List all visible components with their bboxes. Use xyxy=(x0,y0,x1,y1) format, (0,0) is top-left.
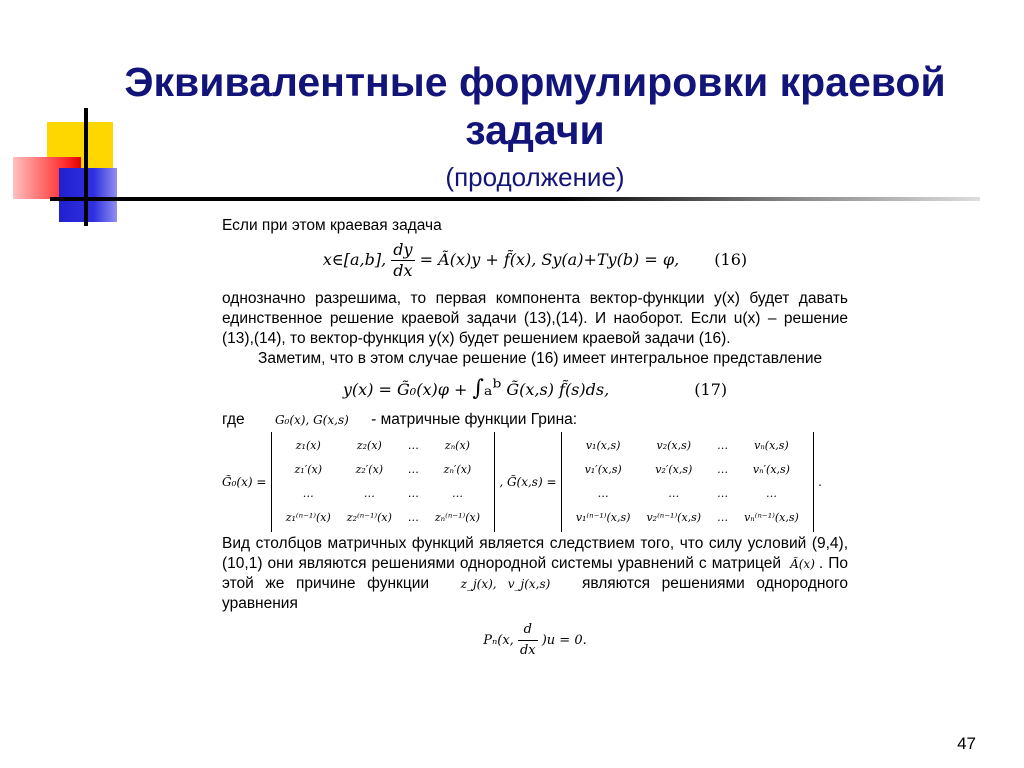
where-suffix: - матричные функции Грина: xyxy=(371,411,578,428)
matrix-row xyxy=(278,482,488,506)
page-number: 47 xyxy=(957,734,976,753)
formula-16 xyxy=(222,240,848,281)
zv-functions: z_j(x), v_j(x,s) xyxy=(460,577,551,591)
paragraph-3b: . По этой же причине функции xyxy=(222,555,848,592)
matrix-end: . xyxy=(818,475,822,490)
formula-pn-den: dx xyxy=(519,643,536,658)
formula-17 xyxy=(222,376,848,401)
formula-16-part-a: x∈[a,b], xyxy=(322,250,387,269)
paragraph-2: Заметим, что в этом случае решение (16) имеет интегральное представление xyxy=(258,350,823,367)
formula-pn-derivative xyxy=(518,620,538,661)
slide-body xyxy=(222,216,848,661)
matrix-row xyxy=(568,458,807,482)
paragraph-1: однозначно разрешима, то первая компонента вектор-функции y(x) будет давать единственное решение краевой задачи (13),(14). И наоборот. Если u(x) – решение (13),(14), то вектор-функция y(x) будет решением краевой задачи (16). xyxy=(222,290,848,347)
intro-text: Если при этом краевая задача xyxy=(222,217,442,234)
matrix-cell: v₁(x,s) xyxy=(585,439,621,452)
matrix-cell: z₁⁽ⁿ⁻¹⁾(x) xyxy=(285,511,331,524)
where-line xyxy=(222,410,848,430)
matrix-cell: z₁(x) xyxy=(295,439,321,452)
G-label: , G̃(x,s) = xyxy=(499,475,557,490)
where-prefix: где xyxy=(222,411,245,428)
matrix-cell: … xyxy=(302,487,314,500)
matrix-cell: zₙ(x) xyxy=(444,439,470,452)
formula-16-number: (16) xyxy=(714,250,748,269)
formula-16-num: dy xyxy=(393,240,413,259)
matrix-row xyxy=(568,482,807,506)
matrix-row xyxy=(278,458,488,482)
matrix-cell: v₂⁽ⁿ⁻¹⁾(x,s) xyxy=(646,511,702,524)
matrix-cell: … xyxy=(717,487,729,500)
matrix-row xyxy=(568,434,807,458)
decor-vertical-line xyxy=(84,108,88,226)
formula-17-part-b: G̃(x,s) f̃(s)ds, xyxy=(506,380,610,399)
matrix-cell: vₙ(x,s) xyxy=(754,439,789,452)
formula-16-den: dx xyxy=(393,261,413,280)
formula-17-integral: ∫ₐᵇ xyxy=(472,376,502,401)
matrix-cell: z₁′(x) xyxy=(294,463,322,476)
matrix-cell: zₙ′(x) xyxy=(443,463,472,476)
matrix-cell: … xyxy=(668,487,680,500)
formula-16-part-b: = Ã(x)y + f̃(x), Sy(a)+Ty(b) = φ, xyxy=(419,250,680,269)
matrix-cell: z₂′(x) xyxy=(355,463,384,476)
matrix-cell: zₙ⁽ⁿ⁻¹⁾(x) xyxy=(434,511,480,524)
matrix-cell: … xyxy=(717,439,729,452)
matrix-cell: … xyxy=(451,487,463,500)
matrix-cell: … xyxy=(407,439,419,452)
decor-horizontal-line xyxy=(50,197,980,201)
matrix-row xyxy=(568,506,807,530)
matrix-cell: z₂⁽ⁿ⁻¹⁾(x) xyxy=(346,511,392,524)
G-matrix-table xyxy=(568,434,807,530)
matrix-cell: v₂′(x,s) xyxy=(655,463,693,476)
formula-pn-num: d xyxy=(518,620,538,641)
matrix-cell: v₂(x,s) xyxy=(656,439,692,452)
matrix-cell: … xyxy=(765,487,777,500)
matrix-cell: … xyxy=(407,511,419,524)
formula-17-part-a: y(x) = G̃₀(x)φ + xyxy=(342,380,473,399)
G0-label: G̃₀(x) = xyxy=(222,475,267,490)
paragraph-3 xyxy=(222,534,848,614)
matrix-cell: … xyxy=(407,487,419,500)
formula-pn-part-a: Pₙ(x, xyxy=(483,633,514,648)
formula-pn xyxy=(222,620,848,661)
matrix-cell: … xyxy=(717,463,729,476)
green-matrices xyxy=(222,432,848,532)
G0-matrix-table xyxy=(278,434,488,530)
matrix-cell: … xyxy=(363,487,375,500)
matrix-row xyxy=(278,506,488,530)
matrix-cell: … xyxy=(717,511,729,524)
matrix-cell: … xyxy=(407,463,419,476)
paragraph-3a: Вид столбцов матричных функций является следствием того, что силу условий (9,4), (10,1) они являются решениями однородной системы уравнений с матрицей xyxy=(222,535,848,572)
matrix-cell: v₁⁽ⁿ⁻¹⁾(x,s) xyxy=(575,511,631,524)
G-matrix xyxy=(561,432,814,532)
slide-subtitle: (продолжение) xyxy=(445,162,625,192)
matrix-cell: vₙ′(x,s) xyxy=(752,463,790,476)
matrix-cell: v₁′(x,s) xyxy=(584,463,622,476)
decor-blue-square xyxy=(59,168,117,222)
matrix-cell: … xyxy=(597,487,609,500)
green-functions: G₀(x), G(x,s) xyxy=(274,413,349,427)
A-tilde: Ã(x) xyxy=(790,557,815,571)
matrix-row xyxy=(278,434,488,458)
formula-pn-part-b: )u = 0. xyxy=(541,633,587,648)
matrix-cell: z₂(x) xyxy=(356,439,382,452)
slide-title: Эквивалентные формулировки краевой задачи xyxy=(124,59,946,153)
paragraph-3c: являются решениями однородного уравнения xyxy=(222,575,848,612)
formula-17-number: (17) xyxy=(694,380,728,399)
formula-16-derivative xyxy=(391,240,414,281)
G0-matrix xyxy=(271,432,495,532)
matrix-cell: vₙ⁽ⁿ⁻¹⁾(x,s) xyxy=(744,511,799,524)
